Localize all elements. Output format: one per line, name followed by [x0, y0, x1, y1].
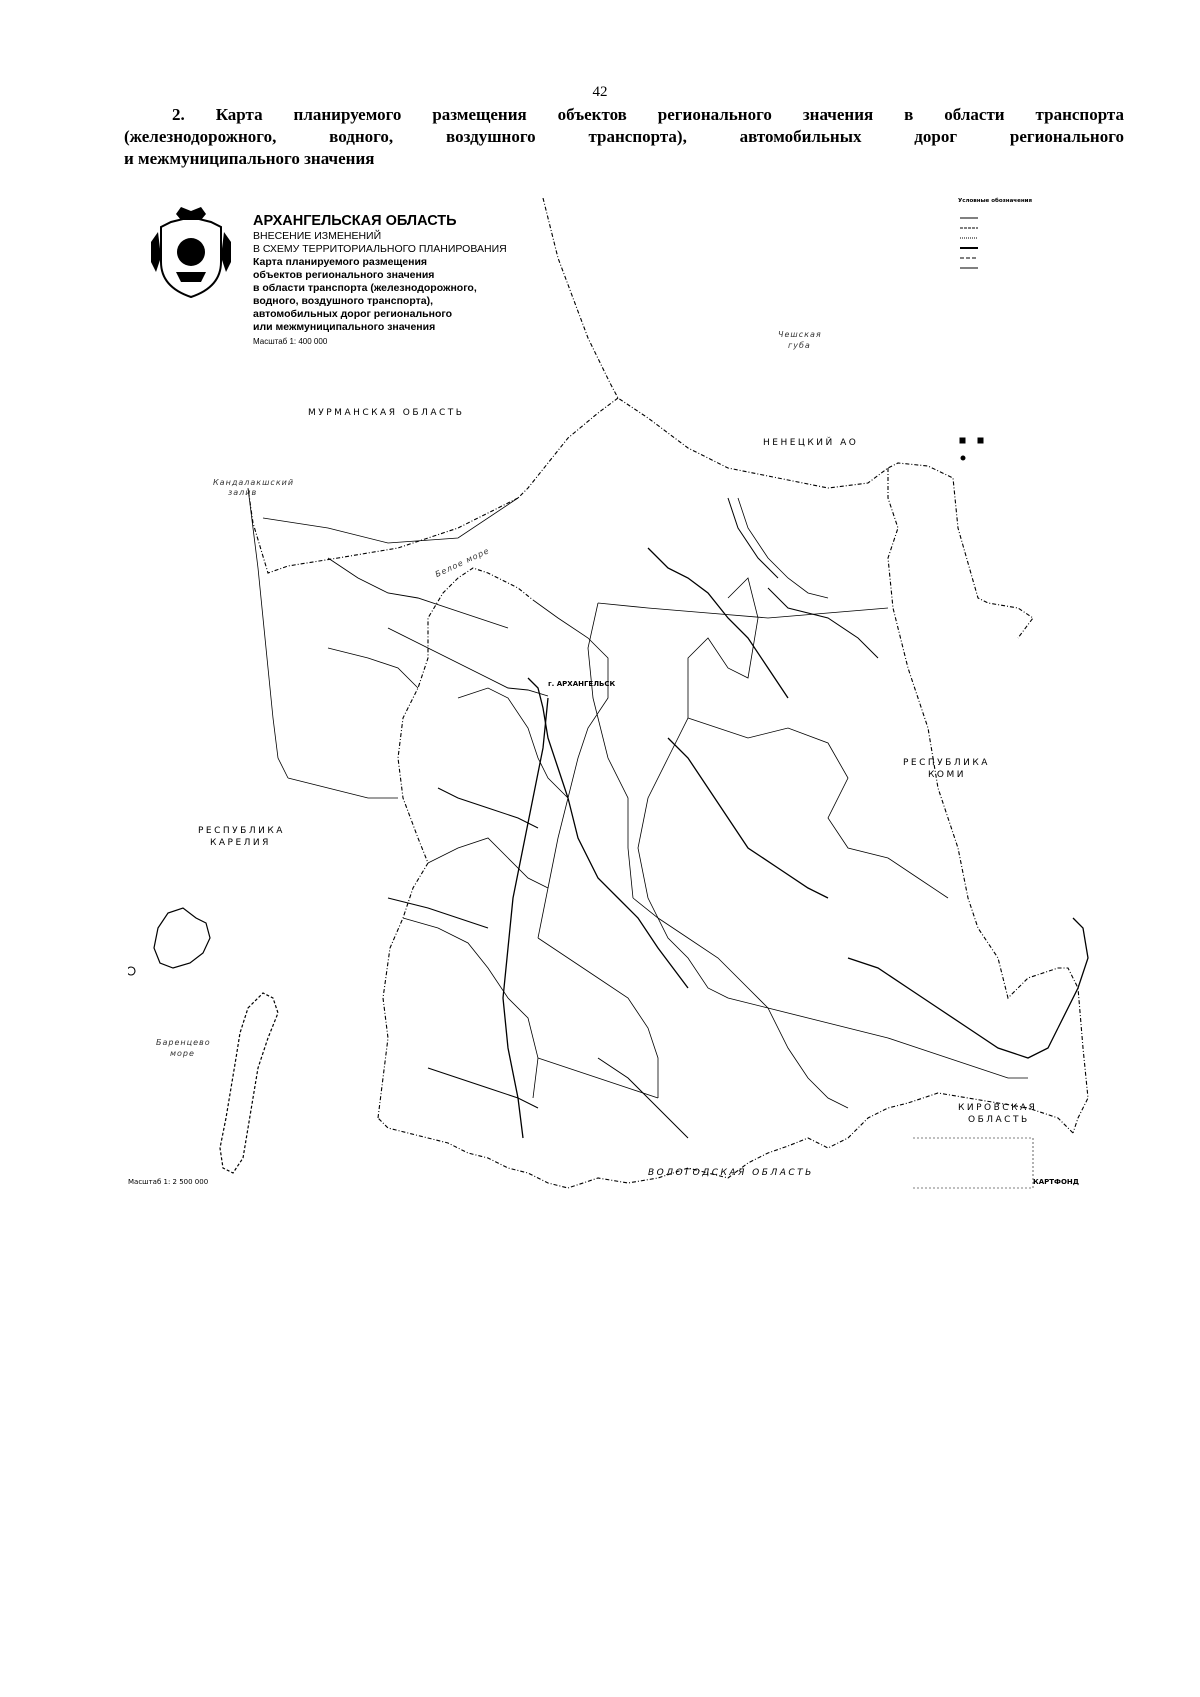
karelia-border: [378, 568, 533, 1118]
island-small: [128, 967, 135, 975]
label-nenets: НЕНЕЦКИЙ АО: [763, 438, 859, 448]
label-kandalaksha-1: Кандалакшский: [213, 478, 295, 487]
map-subtitle-1: ВНЕСЕНИЕ ИЗМЕНЕНИЙ: [253, 230, 382, 242]
label-komi-1: РЕСПУБЛИКА: [903, 758, 990, 768]
coat-of-arms-icon: [146, 202, 236, 302]
label-kirov-2: ОБЛАСТЬ: [968, 1115, 1030, 1125]
label-barents-2: море: [170, 1049, 195, 1058]
page-number: 42: [592, 84, 608, 100]
map-subtitle-2: В СХЕМУ ТЕРРИТОРИАЛЬНОГО ПЛАНИРОВАНИЯ: [253, 243, 507, 255]
heading-line-3: и межмуниципального значения: [124, 149, 375, 168]
label-white-sea: Белое море: [433, 545, 491, 580]
nenets-border: [518, 398, 618, 498]
heading-line-1: 2. Карта планируемого размещения объектов регионального значения в области транспорта: [172, 105, 1124, 124]
map-legend: [958, 198, 1098, 204]
map-desc-1: Карта планируемого размещения: [253, 256, 428, 268]
label-kandalaksha-2: залив: [228, 488, 258, 497]
city-arkhangelsk: г. АРХАНГЕЛЬСК: [548, 680, 616, 688]
map-desc-4: водного, воздушного транспорта),: [253, 295, 434, 307]
map-desc-2: объектов регионального значения: [253, 269, 435, 281]
label-karelia-1: РЕСПУБЛИКА: [198, 826, 285, 836]
map-drawing: [128, 198, 1178, 1298]
map-scale-bottom: Масштаб 1: 2 500 000: [128, 1178, 209, 1186]
label-vologda: ВОЛОГОДСКАЯ ОБЛАСТЬ: [648, 1168, 814, 1178]
publisher-logo: КАРТФОНД: [1033, 1178, 1080, 1186]
heading-line-2: (железнодорожного, водного, воздушного транспорта), автомобильных дорог регионального: [124, 127, 1124, 146]
komi-border: [888, 468, 1088, 1133]
legend-title: Условные обозначения: [958, 198, 1033, 204]
label-komi-2: КОМИ: [928, 770, 966, 780]
region-map: [128, 198, 1178, 1298]
map-title: АРХАНГЕЛЬСКАЯ ОБЛАСТЬ: [253, 213, 457, 229]
label-murmansk: МУРМАНСКАЯ ОБЛАСТЬ: [308, 408, 465, 418]
label-karelia-2: КАРЕЛИЯ: [210, 838, 271, 848]
map-desc-6: или межмуниципального значения: [253, 321, 436, 333]
map-scale-top: Масштаб 1: 400 000: [253, 337, 328, 346]
island-solovki: [154, 908, 210, 968]
page-heading: [124, 104, 1124, 170]
vologda-border: [378, 1118, 688, 1188]
label-mezen-2: губа: [788, 341, 811, 350]
map-desc-5: автомобильных дорог регионального: [253, 308, 453, 320]
label-kirov-1: КИРОВСКАЯ: [958, 1103, 1038, 1113]
label-barents-1: Баренцево: [156, 1038, 211, 1047]
label-mezen-1: Чешская: [778, 330, 822, 339]
map-title-block: [253, 212, 653, 348]
map-desc-3: в области транспорта (железнодорожного,: [253, 282, 477, 294]
island-novaya-zemlya: [220, 993, 278, 1173]
